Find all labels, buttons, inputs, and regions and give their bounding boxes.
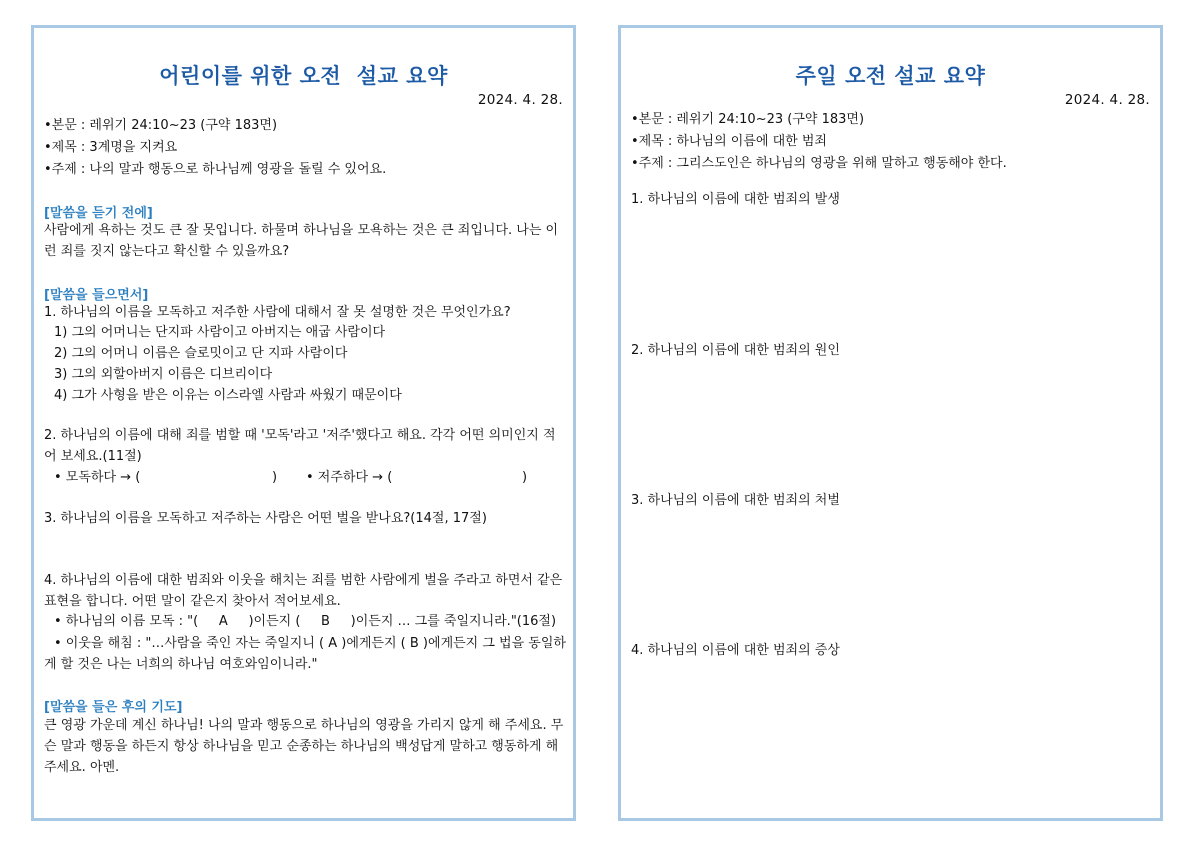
page-title: 어린이를 위한 오전 설교 요약 (159, 64, 448, 88)
info-scripture: •본문 : 레위기 24:10~23 (구약 183면) (631, 112, 865, 127)
q1-option-4: 4) 그가 사형을 받은 이유는 이스라엘 사람과 싸웠기 때문이다 (54, 388, 402, 403)
point-2: 2. 하나님의 이름에 대한 범죄의 원인 (631, 343, 840, 358)
section-after-heading: [말씀을 들은 후의 기도] (44, 700, 183, 715)
date: 2024. 4. 28. (1064, 92, 1150, 108)
info-theme: •주제 : 그리스도인은 하나님의 영광을 위해 말하고 행동해야 한다. (631, 156, 1007, 171)
point-3: 3. 하나님의 이름에 대한 범죄의 처벌 (631, 493, 840, 508)
q4-blank-name: • 하나님의 이름 모독 : "( A )이든지 ( B )이든지 … 그를 죽일지니라."(16절) (54, 614, 557, 629)
q2-blank-jeoju: • 저주하다 → ( (306, 470, 393, 485)
q4-blank-neighbor: • 이웃을 해침 : "…사람을 죽인 자는 죽일지니 ( A )에게든지 ( B )에게든지 그 법을 동일하게 할 것은 나는 너희의 하나님 여호와임이니라." (44, 636, 566, 672)
info-scripture: •본문 : 레위기 24:10~23 (구약 183면) (44, 118, 278, 133)
q1-option-2: 2) 그의 어머니 이름은 슬로밋이고 단 지파 사람이다 (54, 346, 348, 361)
date: 2024. 4. 28. (477, 92, 563, 108)
info-theme: •주제 : 나의 말과 행동으로 하나님께 영광을 돌릴 수 있어요. (44, 162, 387, 177)
point-1: 1. 하나님의 이름에 대한 범죄의 발생 (631, 192, 840, 207)
q2-blank-jeoju-close: ) (522, 470, 528, 485)
q2-blank-modok-close: ) (272, 470, 278, 485)
question-4: 4. 하나님의 이름에 대한 범죄와 이웃을 해치는 죄를 범한 사람에게 벌을 주라고 하면서 같은 표현을 합니다. 어떤 말이 같은지 찾아서 적어보세요. (44, 573, 563, 609)
question-1: 1. 하나님의 이름을 모독하고 저주한 사람에 대해서 잘 못 설명한 것은 무엇인가요? (44, 305, 511, 320)
point-4: 4. 하나님의 이름에 대한 범죄의 증상 (631, 643, 840, 658)
question-2: 2. 하나님의 이름에 대해 죄를 범할 때 '모독'라고 '저주'했다고 해요. 각각 어떤 의미인지 적어 보세요.(11절) (44, 428, 556, 464)
children-sermon-sheet (31, 25, 576, 821)
question-3: 3. 하나님의 이름을 모독하고 저주하는 사람은 어떤 벌을 받나요?(14절, 17절) (44, 511, 487, 526)
q2-blank-modok: • 모독하다 → ( (54, 470, 141, 485)
section-before-text: 사람에게 욕하는 것도 큰 잘 못입니다. 하물며 하나님을 모욕하는 것은 큰 죄입니다. 나는 이런 죄를 짓지 않는다고 확신할 수 있을까요? (44, 223, 559, 259)
info-title: •제목 : 하나님의 이름에 대한 범죄 (631, 134, 827, 149)
section-before-heading: [말씀을 듣기 전에] (44, 206, 153, 221)
adult-sermon-sheet (618, 25, 1163, 821)
q1-option-3: 3) 그의 외할아버지 이름은 디브리이다 (54, 367, 273, 382)
page-title: 주일 오전 설교 요약 (795, 64, 986, 88)
section-after-prayer: 큰 영광 가운데 계신 하나님! 나의 말과 행동으로 하나님의 영광을 가리지 않게 해 주세요. 무슨 말과 행동을 하든지 항상 하나님을 믿고 순종하는 하나님의 백성답게 말하고 행동하게 해 주세요. 아멘. (44, 718, 564, 775)
q1-option-1: 1) 그의 어머니는 단지파 사람이고 아버지는 애굽 사람이다 (54, 325, 386, 340)
section-during-heading: [말씀을 들으면서] (44, 288, 149, 303)
info-title: •제목 : 3계명을 지켜요 (44, 140, 178, 155)
